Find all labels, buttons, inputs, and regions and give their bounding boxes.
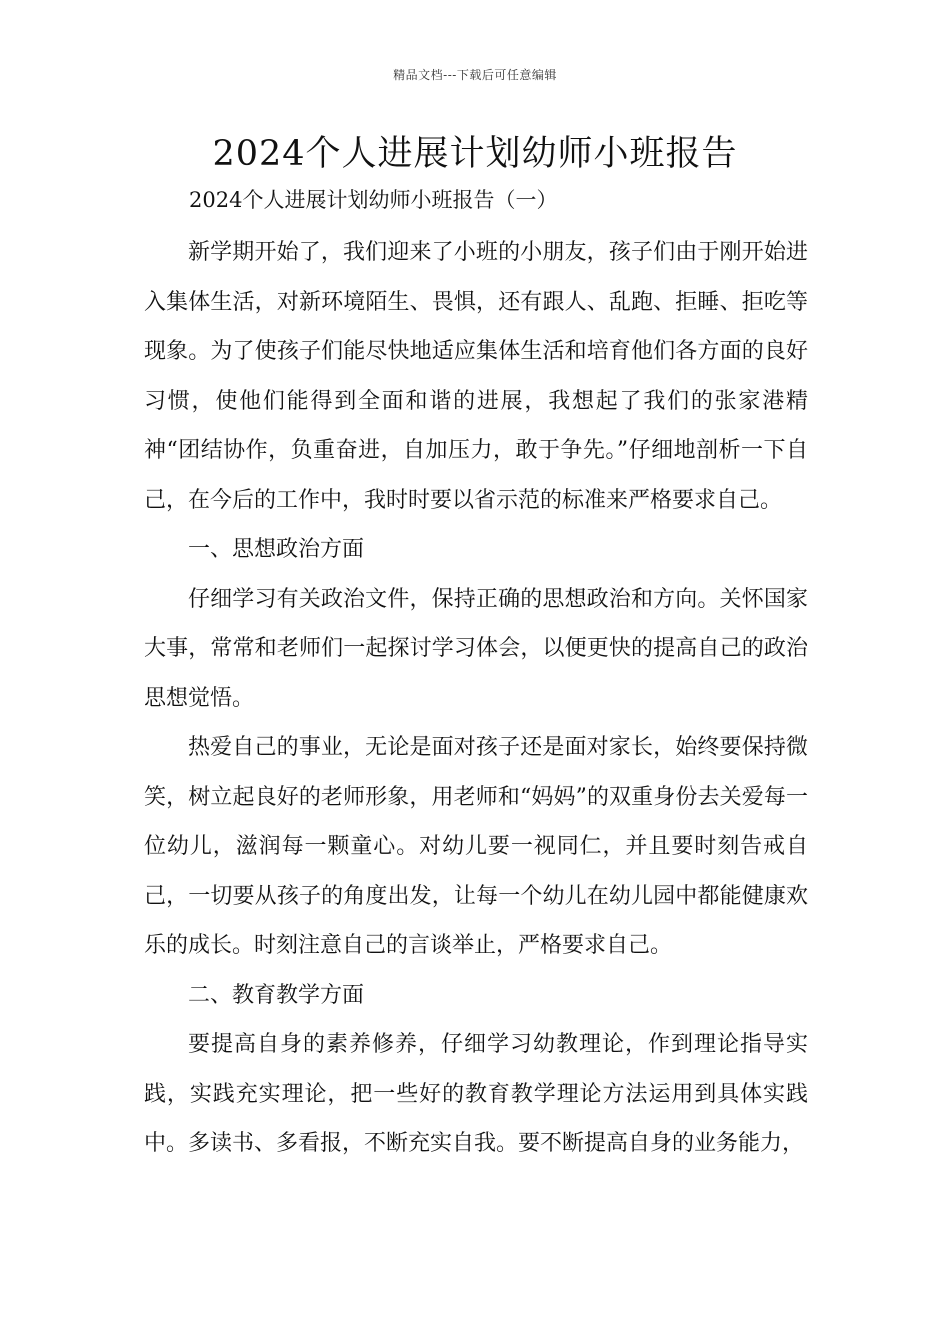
document-subtitle: 2024个人进展计划幼师小班报告（一） [189,188,558,212]
paragraph-teaching: 要提高自身的素养修养，仔细学习幼教理论，作到理论指导实践，实践充实理论，把一些好的教育教学理论方法运用到具体实践中。多读书、多看报，不断充实自我。要不断提高自身的业务能力， [144,1032,808,1156]
paragraph-intro: 新学期开始了，我们迎来了小班的小朋友，孩子们由于刚开始进入集体生活，对新环境陌生、畏惧，还有跟人、乱跑、拒睡、拒吃等现象。为了使孩子们能尽快地适应集体生活和培育他们各方面的良好习惯，使他们能得到全面和谐的进展，我想起了我们的张家港精神“团结协作，负重奋进，自加压力，敢于争先。”仔细地剖析一下自己，在今后的工作中，我时时要以省示范的标准来严格要求自己。 [144,240,808,513]
document-title: 2024个人进展计划幼师小班报告 [212,134,738,174]
paragraph-politics: 仔细学习有关政治文件，保持正确的思想政治和方向。关怀国家大事，常常和老师们一起探讨学习体会，以便更快的提高自己的政治思想觉悟。 [144,586,808,711]
paragraph-career: 热爱自己的事业，无论是面对孩子还是面对家长，始终要保持微笑，树立起良好的老师形象，用老师和“妈妈”的双重身份去关爱每一位幼儿，滋润每一颗童心。对幼儿要一视同仁，并且要时刻告戒自己，一切要从孩子的角度出发，让每一个幼儿在幼儿园中都能健康欢乐的成长。时刻注意自己的言谈举止，严格要求自己。 [144,735,808,958]
section-heading-teaching: 二、教育教学方面 [188,982,365,1008]
header-note: 精品文档---下载后可任意编辑 [393,68,557,82]
document-body [144,228,808,1169]
section-heading-politics: 一、思想政治方面 [188,537,365,562]
